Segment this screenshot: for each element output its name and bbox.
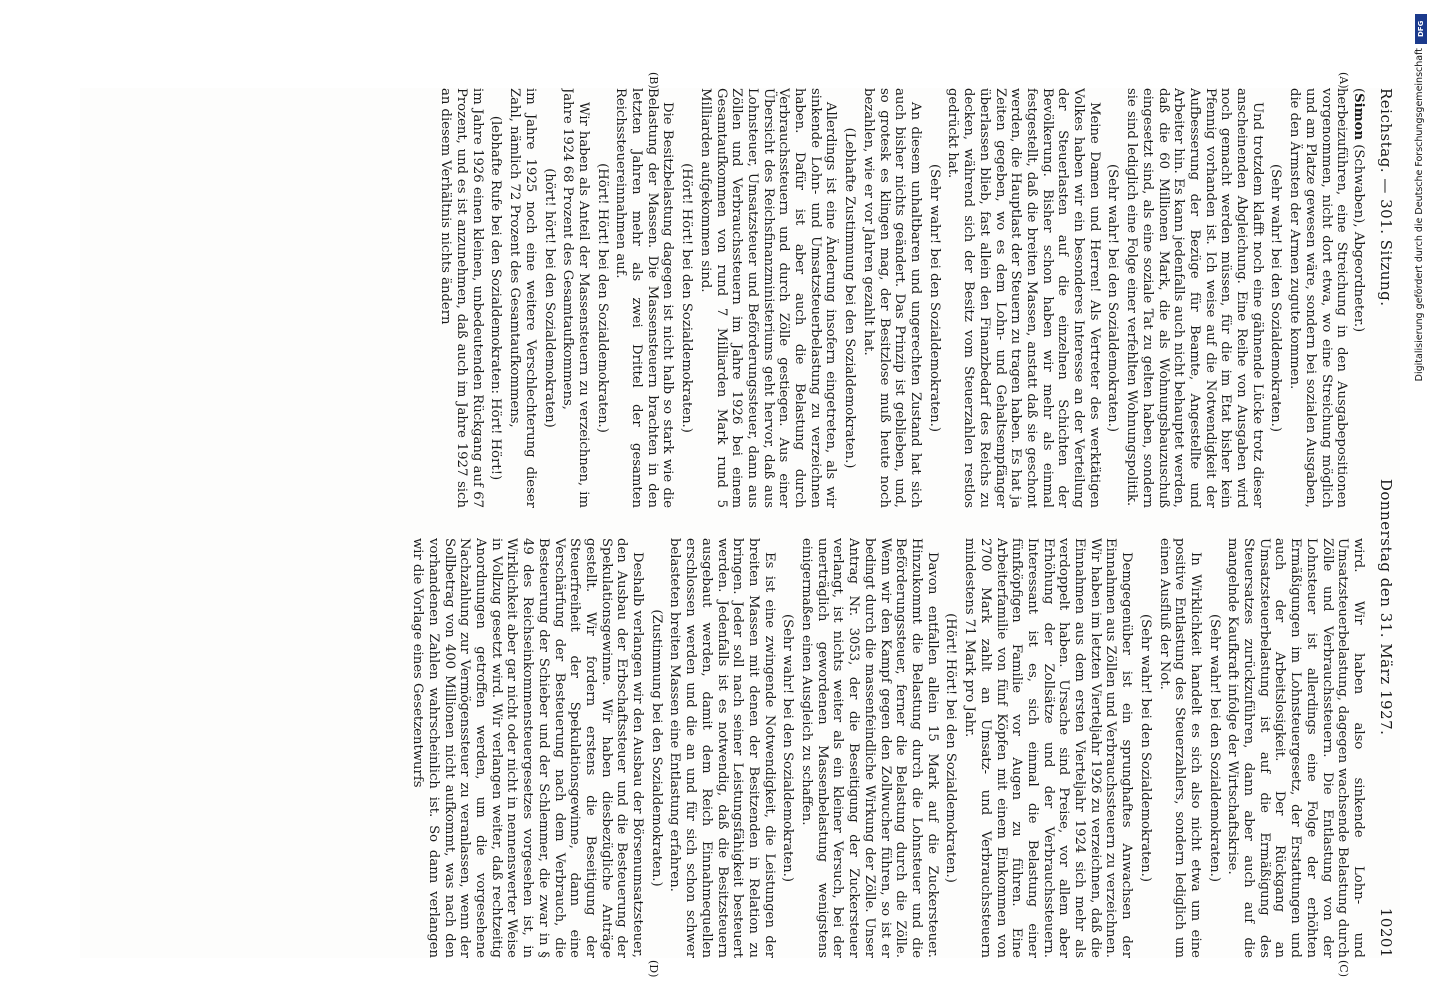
paragraph: Die Besitzbelastung dagegen ist nicht halb so stark wie die Belastung der Massen. Die Massensteuern brachten in den letzten Jahren mehr als zwei Drittel der gesamten Reichssteuereinnahmen auf.: [613, 88, 676, 508]
interjection: (Hört! Hört! bei den Sozialdemokraten.): [679, 163, 695, 433]
page-number: 10201: [1377, 907, 1395, 958]
paragraph: Davon entfallen allein 15 Mark auf die Zuckersteuer. Hinzukommt die Belastung durch die Lohnsteuer und die Beförderungssteuer, ferner die Belastung durch die Zölle. Wenn wir den Kampf gegen den Zollwucher führen, so ist er bedingt durch die massenfeindliche Wirkung der Zölle. Unser Antrag Nr. 3053, der die Beseitigung der Zuckersteuer verlangt, ist nichts weiter als ein kleiner Versuch, bei der unerträglich gewordenen Massenbelastung wenigstens einigermaßen einen Ausgleich zu schaffen.: [799, 538, 940, 958]
interjection: (Zustimmung bei den Sozialdemokraten.): [648, 609, 664, 887]
paragraph: herbeizuführen, eine Streichung in den Ausgabepositionen vorgenommen, nicht dort etwa, wo eine Streichung möglich und am Platze gewesen wäre, sondern bei sozialen Ausgaben, die den Ärmsten der Armen zugute kommen.: [1287, 88, 1350, 508]
interjection: (Sehr wahr! bei den Sozialdemokraten.): [1206, 614, 1222, 882]
text-columns: [86, 88, 1366, 958]
margin-marker-c: (C): [1337, 960, 1350, 977]
dfg-logo: DFG: [1415, 14, 1427, 44]
margin-marker-d: (D): [647, 960, 660, 978]
paragraph: Und trotzdem klafft noch eine gähnende Lücke trotz dieser anscheinenden Abgleichung. Eine Reihe von Ausgaben wird noch gemacht werden müssen, für die im Etat bisher kein Pfennig vorhanden ist. Ich weise auf die Notwendigkeit der Aufbesserung der Bezüge für Beamte, Angestellte und Arbeiter hin. Es kann jedenfalls auch nicht behauptet werden, daß die 60 Millionen Mark, die als Wohnungsbauzuschuß eingesetzt sind, als eine soziale Tat zu gelten haben, sondern sie sind lediglich eine Folge einer verfehlten Wohnungspolitik.: [1124, 88, 1265, 508]
interjection: (Lebhafte Zustimmung bei den Sozialdemokraten.): [842, 127, 858, 469]
interjection: (Sehr wahr! bei den Sozialdemokraten.): [1137, 614, 1153, 882]
interjection: (Sehr wahr! bei den Sozialdemokraten.): [1268, 164, 1284, 432]
margin-marker-a: (A): [1337, 72, 1350, 89]
paragraph: Es ist eine zwingende Notwendigkeit, die Leistungen der breiten Massen mit denen der Besitzenden in Relation zu bringen. Jeder soll nach seiner Leistungsfähigkeit besteuert werden. Jedenfalls ist es notwendig, daß die Besitzsteuern ausgebaut werden, damit dem Reich Einnahmequellen erschlossen werden und die an und für sich schon schwer belasteten breiten Massen eine Entlastung erfahren.: [667, 538, 777, 958]
paragraph: im Jahre 1926 einen kleinen, unbedeutenden Rückgang auf 67 Prozent, und es ist anzunehmen, daß auch im Jahre 1927 sich an diesem Verhältnis nichts ändern: [438, 88, 485, 508]
header-left: Reichstag. — 301. Sitzung.: [1377, 88, 1395, 307]
margin-marker-b: (B): [647, 72, 660, 89]
paragraph: Demgegenüber ist ein sprunghaftes Anwachsen der Einnahmen aus Zöllen und Verbrauchssteuern zu verzeichnen. Wir haben im letzten Vierteljahr 1926 zu verzeichnen, daß die Einnahmen aus dem ersten Vierteljahr 1924 sich mehr als verdoppelt haben. Ursache sind Preise, vor allem aber Erhöhung der Zollsätze und der Verbrauchssteuern. Interessant ist es, sich einmal die Belastung einer fünfköpfigen Familie vor Augen zu führen. Eine Arbeiterfamilie von fünf Köpfen mit einem Einkommen von 2700 Mark zahlt an Umsatz- und Verbrauchssteuern mindestens 71 Mark pro Jahr.: [962, 538, 1135, 958]
paragraph: Allerdings ist eine Änderung insofern eingetreten, als wir sinkende Lohn- und Umsatzsteuerbelastung zu verzeichnen haben. Dafür ist aber auch die Belastung durch Verbrauchssteuern und durch Zölle gestiegen. Aus einer Übersicht des Reichsfinanzministeriums geht hervor, daß aus Lohnsteuer, Umsatzsteuer und Beförderungssteuer, dann aus Zöllen und Verbrauchssteuern im Jahre 1926 bei einem Gesamtaufkommen von rund 7 Milliarden Mark rund 5 Milliarden aufgekommen sind.: [697, 88, 839, 508]
speaker-line: (Simon (Schwaben), Abgeordneter.): [1351, 88, 1366, 333]
paragraph: An diesem unhaltbaren und ungerechten Zustand hat sich auch bisher nichts geändert. Das Prinzip ist geblieben, und, so grotesk es klingen mag, der Besitzlose muß heute noch bezahlen, wie er vor Jahren gezahlt hat.: [860, 88, 924, 508]
running-header: [1372, 88, 1400, 958]
interjection: (lebhafte Rufe bei den Sozialdemokraten: Hört! Hört!): [488, 115, 504, 481]
document-page: [80, 72, 1400, 978]
paragraph: Meine Damen und Herren! Als Vertreter des werktätigen Volkes haben wir ein besonderes Interesse an der Verteilung der Steuerlasten auf die einzelnen Schichten der Bevölkerung. Bisher schon haben wir mehr als einmal festgestellt, daß die breiten Massen, anstatt daß sie geschont werden, die Hauptlast der Steuern zu tragen haben. Es hat ja Zeiten gegeben, wo es dem Lohn- und Gehaltsempfänger überlassen blieb, fast allein den Finanzbedarf des Reichs zu decken, während sich der Besitz vom Steuerzahlen restlos gedrückt hat.: [945, 88, 1102, 508]
interjection: (Sehr wahr! bei den Sozialdemokraten.): [780, 614, 796, 882]
speaker-suffix: (Schwaben), Abgeordneter.): [1351, 144, 1366, 333]
paragraph: wird. Wir haben also sinkende Lohn- und Umsatzsteuerbelastung, dagegen wachsende Belastung durch Zölle und Verbrauchssteuern. Die Entlastung von der Lohnsteuer ist allerdings eine Folge der erhöhten Ermäßigungen im Lohnsteuergesetz, der Erstattungen und auch der Arbeitslosigkeit. Der Rückgang an Umsatzsteuerbelastung ist auf die Ermäßigung des Steuersatzes zurückzuführen, dann aber auch auf die mangelnde Kaufkraft infolge der Wirtschaftskrise.: [1225, 538, 1366, 958]
interjection: (Hört! Hört! bei den Sozialdemokraten.): [943, 613, 959, 883]
paragraph: im Jahre 1925 noch eine weitere Verschlechterung dieser Zahl, nämlich 72 Prozent des Gesamtaufkommens,: [507, 88, 538, 508]
paragraph: In Wirklichkeit handelt es sich also nicht etwa um eine positive Entlastung des Steuerzahlers, sondern lediglich um einen Ausfluß der Not.: [1156, 538, 1203, 958]
paragraph: Wir haben als Anteil der Massensteuern zu verzeichnen, im Jahre 1924 68 Prozent des Gesamtaufkommens,: [560, 88, 591, 508]
interjection: (hört! hört! bei den Sozialdemokraten): [541, 168, 557, 428]
digitization-sidebar: [1414, 14, 1428, 382]
column-right: [86, 538, 1366, 958]
digitization-note: Digitalisierung gefördert durch die Deutsche Forschungsgemeinschaft: [1414, 48, 1425, 382]
header-center: Donnerstag den 31. März 1927.: [1377, 478, 1395, 736]
interjection: (Hört! Hört! bei den Sozialdemokraten.): [594, 163, 610, 433]
interjection: (Sehr wahr! bei den Sozialdemokraten.): [1105, 164, 1121, 432]
paragraph: Deshalb verlangen wir den Ausbau der Börsenumsatzsteuer, den Ausbau der Erbschaftssteuer und die Besteuerung der Spekulationsgewinne. Wir haben diesbezügliche Anträge gestellt. Wir fordern erstens die Beseitigung der Steuerfreiheit der Spekulationsgewinne, dann eine Verschärfung der Besteuerung nach dem Verbrauch, die Besteuerung der Schieber und der Schlemmer, die zwar in § 49 des Reichseinkommensteuergesetzes vorgesehen ist, in Wirklichkeit aber gar nicht oder nicht in nennenswerter Weise in Vollzug gesetzt wird. Wir verlangen weiter, daß rechtzeitig Anordnungen getroffen werden, um die vorgesehene Nachzahlung zur Vermögenssteuer zu veranlassen, wenn der Sollbetrag von 400 Millionen nicht aufkommt, was nach den vorhandenen Zahlen wahrscheinlich ist. So dann verlangen wir die Vorlage eines Gesetzentwurfs: [410, 538, 646, 958]
interjection: (Sehr wahr! bei den Sozialdemokraten.): [926, 164, 942, 432]
speaker-name: Simon: [1351, 93, 1366, 141]
column-left: [86, 88, 1366, 508]
